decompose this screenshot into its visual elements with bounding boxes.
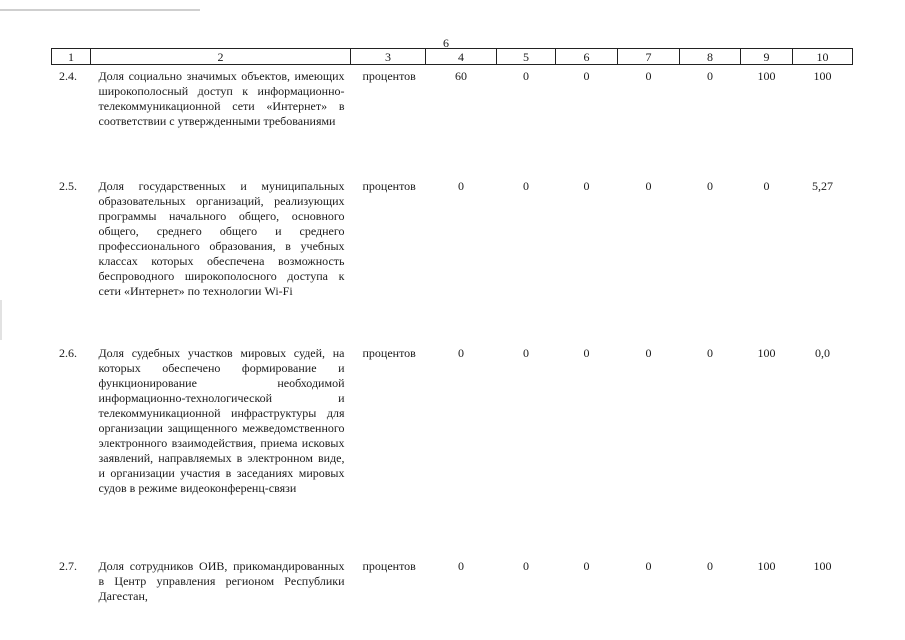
table-row [52, 555, 853, 619]
value-cell: 0 [645, 346, 652, 360]
value-cell: 5,27 [812, 179, 833, 193]
value-cell: 100 [813, 559, 832, 573]
value-cell: 100 [757, 69, 776, 83]
value-cell: 100 [757, 559, 776, 573]
column-header: 9 [741, 49, 793, 65]
table-row [52, 65, 853, 176]
value-cell: 0 [583, 69, 590, 83]
column-number-header-row [52, 49, 853, 65]
value-cell: 0 [458, 346, 464, 360]
value-cell: 0 [645, 179, 652, 193]
indicator-name: Доля социально значимых объектов, имеющих широкополосный доступ к информационно-телекоммуникационной сети «Интернет» в соответствии с утвержденными требованиями [98, 69, 345, 128]
unit-cell: процентов [362, 69, 416, 83]
value-cell: 100 [813, 69, 832, 83]
unit-cell: процентов [362, 559, 416, 573]
value-cell: 0 [523, 559, 529, 573]
row-number: 2.4. [59, 69, 77, 83]
table-row [52, 175, 853, 342]
row-number: 2.7. [59, 559, 77, 573]
scan-edge-mark [0, 300, 2, 340]
column-header: 2 [91, 49, 351, 65]
column-header: 6 [556, 49, 618, 65]
column-header: 5 [497, 49, 556, 65]
value-cell: 0 [583, 559, 590, 573]
value-cell: 0 [763, 179, 770, 193]
value-cell: 0 [458, 179, 464, 193]
value-cell: 0 [707, 346, 713, 360]
scan-edge-mark [0, 9, 200, 11]
value-cell: 0 [707, 69, 713, 83]
value-cell: 100 [757, 346, 776, 360]
value-cell: 0 [523, 346, 529, 360]
column-header: 7 [618, 49, 680, 65]
row-number: 2.6. [59, 346, 77, 360]
value-cell: 0 [523, 69, 529, 83]
row-number: 2.5. [59, 179, 77, 193]
unit-cell: процентов [362, 179, 416, 193]
indicators-table [51, 48, 853, 619]
value-cell: 0 [707, 179, 713, 193]
column-header: 1 [52, 49, 91, 65]
value-cell: 0 [523, 179, 529, 193]
indicator-name: Доля государственных и муниципальных образовательных организаций, реализующих программы начального общего, основного общего, среднего общего и среднего профессионального образования, в учебных классах которых обеспечена возможность беспроводного широкополосного доступа к сети «Интернет» по технологии Wi-Fi [98, 179, 345, 298]
indicator-name: Доля судебных участков мировых судей, на которых обеспечено формирование и функционирование необходимой информационно-технологической и телекоммуникационной инфраструктуры для организации защищенного межведомственного электронного взаимодействия, приема исковых заявлений, направляемых в электронном виде, и организации участия в заседаниях мировых судов в режиме видеоконференц-связи [98, 346, 345, 495]
value-cell: 0 [583, 346, 590, 360]
column-header: 8 [680, 49, 741, 65]
column-header: 4 [426, 49, 497, 65]
value-cell: 0 [583, 179, 590, 193]
table-row [52, 342, 853, 555]
value-cell: 0 [645, 559, 652, 573]
value-cell: 0 [645, 69, 652, 83]
indicator-name: Доля сотрудников ОИВ, прикомандированных в Центр управления регионом Республики Дагестан, [98, 559, 345, 603]
page-number: 6 [443, 36, 449, 50]
value-cell: 0 [458, 559, 464, 573]
unit-cell: процентов [362, 346, 416, 360]
column-header: 10 [793, 49, 853, 65]
value-cell: 0,0 [815, 346, 830, 360]
value-cell: 0 [707, 559, 713, 573]
value-cell: 60 [455, 69, 467, 83]
column-header: 3 [351, 49, 426, 65]
